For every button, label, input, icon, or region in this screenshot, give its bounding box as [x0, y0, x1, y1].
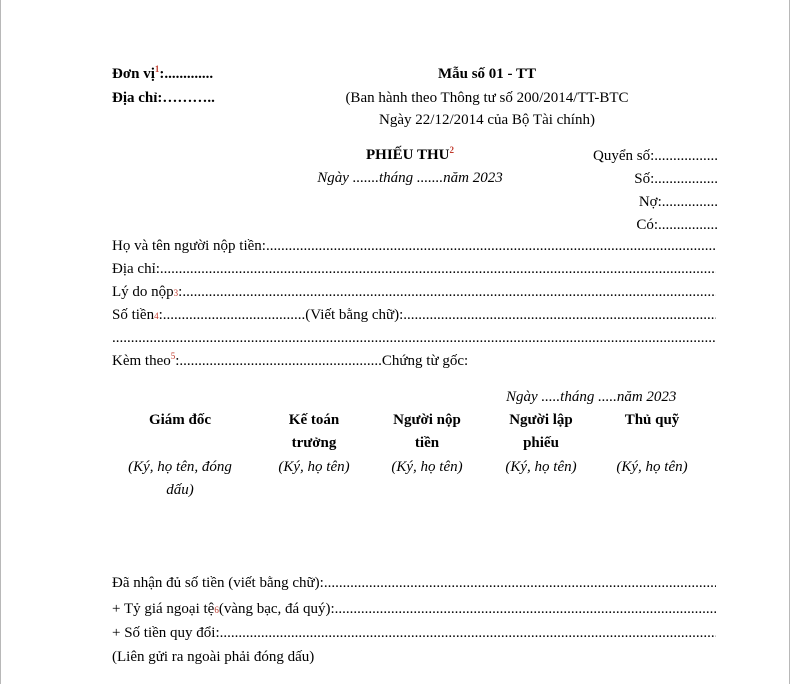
- chief-accountant-title: Kế toán trưởng: [288, 412, 340, 451]
- amount-in-words-label: :......................................(Viết bằng chữ):: [158, 307, 404, 323]
- exchange-rate-row: + Tỷ giá ngoại tệ 6 (vàng bạc, đá quý): .....: [112, 600, 716, 618]
- unit-label-text: Đơn vị: [112, 66, 155, 82]
- preparer-sign-note: (Ký, họ tên): [505, 459, 577, 475]
- address-label: Địa chỉ:………..: [112, 90, 215, 106]
- converted-amount-label: + Số tiền quy đổi:: [112, 625, 220, 641]
- voucher-number: Số:.................: [634, 171, 718, 187]
- received-row: [112, 574, 716, 592]
- address-row: [112, 260, 716, 278]
- attachment-label: Kèm theo: [112, 353, 171, 369]
- cashier-sign-note: (Ký, họ tên): [616, 459, 688, 475]
- preparer-title: Người lập phiếu: [509, 412, 573, 451]
- exchange-rate-label: + Tỷ giá ngoại tệ: [112, 601, 215, 617]
- payer-title: Người nộp tiền: [393, 412, 461, 451]
- dotted-leader: [403, 306, 716, 324]
- unit-dots: :.............: [159, 66, 214, 82]
- received-label: Đã nhận đủ số tiền (viết bằng chữ):: [112, 575, 324, 591]
- stamp-note: (Liên gửi ra ngoài phải đóng dấu): [112, 649, 315, 665]
- address-field-label: Địa chỉ:: [112, 261, 160, 277]
- book-number: Quyển số:.................: [593, 148, 718, 164]
- page-left-edge: [0, 0, 1, 684]
- signature-date-line: Ngày .....tháng .....năm 2023: [506, 389, 677, 405]
- unit-label: [112, 65, 213, 83]
- colon: :: [178, 284, 183, 300]
- debit-account: Nợ:...............: [638, 194, 718, 210]
- issued-by-line2: Ngày 22/12/2014 của Bộ Tài chính): [379, 112, 595, 128]
- dotted-leader: [112, 329, 716, 347]
- dotted-leader: [266, 237, 716, 255]
- dotted-leader: [220, 624, 716, 642]
- exchange-rate-note: (vàng bạc, đá quý):: [218, 601, 335, 617]
- form-number: Mẫu số 01 - TT: [437, 66, 537, 82]
- footnote-marker: 1: [154, 64, 160, 74]
- document-title: [300, 146, 520, 164]
- dotted-leader: [335, 600, 716, 618]
- title-date-line: Ngày .......tháng .......năm 2023: [317, 170, 503, 186]
- dotted-leader: [182, 283, 716, 301]
- amount-row: Số tiền 4 :......................................(Viết bằng chữ): .....: [112, 306, 716, 324]
- cashier-title: Thủ quỹ: [624, 412, 680, 428]
- issued-by-line1: (Ban hành theo Thông tư số 200/2014/TT-BTC: [345, 90, 629, 106]
- footnote-marker: 2: [449, 145, 454, 155]
- blank-dotted-row: [112, 329, 716, 347]
- amount-label: Số tiền: [112, 307, 155, 323]
- payer-name-label: Họ và tên người nộp tiền:: [112, 238, 266, 254]
- attachment-row: [112, 352, 468, 370]
- converted-amount-row: [112, 624, 716, 642]
- chief-accountant-sign-note: (Ký, họ tên): [278, 459, 350, 475]
- dotted-leader: [160, 260, 716, 278]
- payer-sign-note: (Ký, họ tên): [391, 459, 463, 475]
- source-documents-label: :......................................................Chứng từ gốc:: [175, 353, 469, 369]
- footnote-marker: 5: [170, 351, 176, 361]
- credit-account: Có:................: [636, 217, 718, 233]
- payer-name-row: [112, 237, 716, 255]
- document-title-text: PHIẾU THU: [366, 147, 450, 163]
- director-sign-note: (Ký, họ tên, đóng dấu): [128, 459, 232, 498]
- page-right-edge: [789, 0, 790, 684]
- reason-label: Lý do nộp: [112, 284, 174, 300]
- director-title: Giám đốc: [148, 412, 212, 428]
- reason-row: Lý do nộp 3 : .....: [112, 283, 716, 301]
- dotted-leader: [324, 574, 716, 592]
